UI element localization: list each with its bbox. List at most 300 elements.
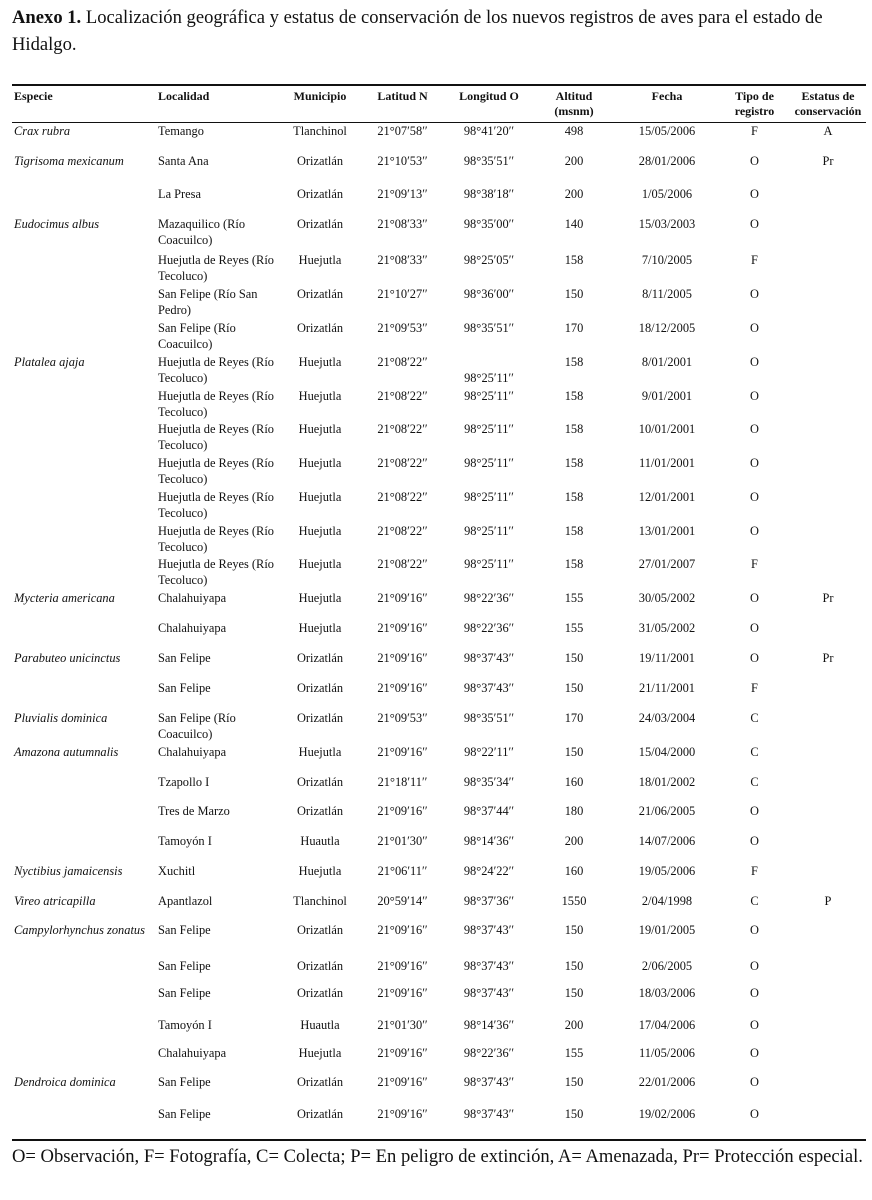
cell-fecha: 18/01/2002 xyxy=(638,774,696,789)
table-row xyxy=(12,252,866,286)
cell-longitud: 98°36′00′′ xyxy=(463,286,515,301)
legend-note: O= Observación, F= Fotografía, C= Colecta; P= En peligro de extinción, A= Amenazada, Pr= Protección especial. xyxy=(12,1146,863,1167)
table-row xyxy=(12,803,866,833)
table-row xyxy=(12,1074,866,1106)
table-body xyxy=(12,123,866,1140)
cell-fecha: 24/03/2004 xyxy=(638,710,696,725)
cell-fecha: 2/04/1998 xyxy=(641,893,693,908)
cell-tipo: O xyxy=(750,1074,759,1089)
cell-latitud: 21°09′16′′ xyxy=(377,958,428,973)
cell-longitud: 98°37′36′′ xyxy=(463,893,515,908)
cell-tipo: O xyxy=(750,186,759,201)
table-row xyxy=(12,354,866,388)
cell-latitud: 21°08′22′′ xyxy=(377,354,428,369)
cell-longitud: 98°35′00′′ xyxy=(463,216,515,231)
cell-longitud: 98°25′11′′ xyxy=(464,556,514,571)
cell-tipo: O xyxy=(750,153,759,168)
table-row xyxy=(12,286,866,320)
cell-longitud: 98°37′44′′ xyxy=(463,803,515,818)
cell-localidad: Huejutla de Reyes (Río Tecoluco) xyxy=(158,388,274,419)
cell-especie: Dendroica dominica xyxy=(14,1074,116,1089)
cell-localidad: Tres de Marzo xyxy=(158,803,230,818)
cell-localidad: Chalahuiyapa xyxy=(158,620,227,635)
cell-altitud: 150 xyxy=(564,286,584,301)
cell-altitud: 150 xyxy=(564,1106,584,1121)
caption-text: Localización geográfica y estatus de conservación de los nuevos registros de aves para el estado de Hidalgo. xyxy=(12,7,823,55)
cell-especie xyxy=(12,388,156,421)
cell-municipio: Huejutla xyxy=(298,252,342,267)
cell-latitud: 21°09′16′′ xyxy=(377,922,428,937)
cell-especie xyxy=(12,556,156,590)
cell-tipo: O xyxy=(750,650,759,665)
cell-longitud: 98°37′43′′ xyxy=(463,985,515,1000)
cell-municipio: Huejutla xyxy=(298,1045,342,1060)
table-row xyxy=(12,744,866,774)
cell-especie xyxy=(12,803,156,833)
cell-municipio: Orizatlán xyxy=(296,186,344,201)
cell-localidad: Santa Ana xyxy=(158,153,209,168)
cell-fecha: 18/03/2006 xyxy=(638,985,696,1000)
cell-altitud: 180 xyxy=(564,803,584,818)
cell-localidad: Mazaquilico (Río Coacuilco) xyxy=(158,216,246,247)
cell-municipio: Orizatlán xyxy=(296,650,344,665)
cell-localidad: Huejutla de Reyes (Río Tecoluco) xyxy=(158,556,274,587)
cell-longitud: 98°22′36′′ xyxy=(463,1045,515,1060)
cell-municipio: Orizatlán xyxy=(296,153,344,168)
cell-tipo: C xyxy=(750,893,759,908)
cell-fecha: 21/11/2001 xyxy=(639,680,695,695)
cell-longitud: 98°25′11′′ xyxy=(464,421,514,436)
cell-estatus xyxy=(790,620,866,650)
cell-fecha: 19/05/2006 xyxy=(638,863,696,878)
cell-localidad: Tzapollo I xyxy=(158,774,210,789)
cell-municipio: Huejutla xyxy=(298,388,342,403)
cell-latitud: 21°09′16′′ xyxy=(377,985,428,1000)
header-row xyxy=(12,85,866,123)
cell-especie xyxy=(12,958,156,985)
cell-especie xyxy=(12,620,156,650)
cell-especie: Mycteria americana xyxy=(14,590,115,605)
cell-estatus xyxy=(790,922,866,958)
cell-estatus xyxy=(790,216,866,252)
cell-latitud: 21°09′16′′ xyxy=(377,803,428,818)
cell-latitud: 21°01′30′′ xyxy=(377,1017,428,1032)
cell-tipo: O xyxy=(750,388,759,403)
cell-especie xyxy=(12,985,156,1017)
cell-especie: Tigrisoma mexicanum xyxy=(14,153,124,168)
cell-tipo: O xyxy=(750,320,759,335)
cell-especie: Crax rubra xyxy=(14,124,71,138)
cell-longitud: 98°22′11′′ xyxy=(464,744,514,759)
header-latitud: Latitud N xyxy=(377,89,428,103)
cell-altitud: 158 xyxy=(564,556,584,571)
cell-municipio: Orizatlán xyxy=(296,320,344,335)
cell-especie: Pluvialis dominica xyxy=(14,710,108,725)
cell-localidad: Temango xyxy=(158,124,204,138)
cell-especie xyxy=(12,680,156,710)
cell-estatus xyxy=(790,680,866,710)
cell-altitud: 150 xyxy=(564,985,584,1000)
cell-longitud: 98°24′22′′ xyxy=(463,863,515,878)
cell-altitud: 200 xyxy=(564,186,584,201)
cell-municipio: Huejutla xyxy=(298,489,342,504)
cell-latitud: 21°06′11′′ xyxy=(377,863,428,878)
header-municipio: Municipio xyxy=(293,89,347,103)
cell-estatus xyxy=(790,489,866,523)
cell-especie xyxy=(12,252,156,286)
cell-municipio: Orizatlán xyxy=(296,1074,344,1089)
table-row xyxy=(12,523,866,556)
cell-localidad: Huejutla de Reyes (Río Tecoluco) xyxy=(158,455,274,486)
cell-especie: Platalea ajaja xyxy=(14,354,85,369)
cell-fecha: 10/01/2001 xyxy=(638,421,696,436)
cell-fecha: 11/05/2006 xyxy=(639,1045,695,1060)
cell-localidad: San Felipe (Río Coacuilco) xyxy=(158,320,236,351)
cell-altitud: 200 xyxy=(564,833,584,848)
cell-estatus xyxy=(790,1045,866,1074)
cell-latitud: 21°09′16′′ xyxy=(377,1106,428,1121)
cell-tipo: F xyxy=(751,680,758,695)
header-fecha: Fecha xyxy=(651,89,683,103)
cell-municipio: Orizatlán xyxy=(296,286,344,301)
cell-tipo: F xyxy=(751,124,758,138)
cell-estatus xyxy=(790,320,866,354)
cell-estatus: A xyxy=(823,124,833,138)
cell-localidad: Huejutla de Reyes (Río Tecoluco) xyxy=(158,489,274,520)
cell-tipo: F xyxy=(751,863,758,878)
cell-localidad: San Felipe (Río San Pedro) xyxy=(158,286,258,317)
cell-tipo: O xyxy=(750,1045,759,1060)
cell-localidad: Xuchitl xyxy=(158,863,196,878)
cell-altitud: 150 xyxy=(564,744,584,759)
cell-tipo: O xyxy=(750,590,759,605)
cell-estatus xyxy=(790,354,866,388)
cell-estatus xyxy=(790,958,866,985)
cell-latitud: 21°10′27′′ xyxy=(377,286,428,301)
cell-latitud: 21°08′33′′ xyxy=(377,252,428,267)
cell-altitud: 498 xyxy=(564,124,584,138)
cell-altitud: 160 xyxy=(564,863,584,878)
cell-municipio: Orizatlán xyxy=(296,216,344,231)
cell-latitud: 21°08′33′′ xyxy=(377,216,428,231)
cell-altitud: 170 xyxy=(564,710,584,725)
table-row xyxy=(12,863,866,893)
cell-estatus xyxy=(790,1074,866,1106)
cell-fecha: 15/05/2006 xyxy=(638,124,696,138)
cell-fecha: 1/05/2006 xyxy=(641,186,693,201)
cell-latitud: 21°09′53′′ xyxy=(377,710,428,725)
cell-especie xyxy=(12,286,156,320)
cell-fecha: 13/01/2001 xyxy=(638,523,696,538)
table-row xyxy=(12,833,866,863)
cell-latitud: 21°07′58′′ xyxy=(377,124,428,138)
cell-municipio: Orizatlán xyxy=(296,922,344,937)
cell-estatus: Pr xyxy=(822,153,834,168)
cell-municipio: Huautla xyxy=(300,833,340,848)
cell-estatus xyxy=(790,833,866,863)
table-row xyxy=(12,388,866,421)
cell-fecha: 11/01/2001 xyxy=(639,455,695,470)
cell-altitud: 158 xyxy=(564,523,584,538)
cell-altitud: 160 xyxy=(564,774,584,789)
cell-latitud: 21°10′53′′ xyxy=(377,153,428,168)
cell-localidad: San Felipe (Río Coacuilco) xyxy=(158,710,236,741)
cell-altitud: 150 xyxy=(564,1074,584,1089)
cell-especie: Nyctibius jamaicensis xyxy=(14,863,123,878)
table-caption xyxy=(12,4,864,58)
cell-tipo: F xyxy=(751,556,758,571)
cell-fecha: 21/06/2005 xyxy=(638,803,696,818)
cell-especie xyxy=(12,186,156,216)
cell-localidad: San Felipe xyxy=(158,985,211,1000)
cell-localidad: Huejutla de Reyes (Río Tecoluco) xyxy=(158,421,274,452)
cell-tipo: O xyxy=(750,354,759,369)
cell-estatus xyxy=(790,744,866,774)
cell-latitud: 21°09′16′′ xyxy=(377,680,428,695)
cell-altitud: 200 xyxy=(564,1017,584,1032)
cell-estatus xyxy=(790,388,866,421)
cell-latitud: 21°08′22′′ xyxy=(377,388,428,403)
cell-tipo: O xyxy=(750,421,759,436)
cell-localidad: Chalahuiyapa xyxy=(158,744,227,759)
table-row xyxy=(12,922,866,958)
cell-longitud: 98°25′11′′ xyxy=(464,489,514,504)
cell-altitud: 158 xyxy=(564,252,584,267)
cell-tipo: O xyxy=(750,1106,759,1121)
cell-estatus xyxy=(790,774,866,803)
cell-latitud: 20°59′14′′ xyxy=(377,893,428,908)
cell-altitud: 155 xyxy=(564,1045,584,1060)
cell-altitud: 158 xyxy=(564,388,584,403)
cell-estatus xyxy=(790,421,866,455)
cell-localidad: Chalahuiyapa xyxy=(158,590,227,605)
cell-tipo: C xyxy=(750,710,759,725)
cell-fecha: 8/11/2005 xyxy=(642,286,692,301)
cell-especie: Parabuteo unicinctus xyxy=(14,650,121,665)
cell-estatus: Pr xyxy=(822,590,834,605)
cell-tipo: O xyxy=(750,803,759,818)
cell-longitud: 98°35′51′′ xyxy=(463,710,515,725)
cell-especie xyxy=(12,421,156,455)
cell-municipio: Tlanchinol xyxy=(293,124,347,138)
cell-localidad: San Felipe xyxy=(158,1106,211,1121)
cell-latitud: 21°09′53′′ xyxy=(377,320,428,335)
cell-especie xyxy=(12,833,156,863)
cell-longitud: 98°37′43′′ xyxy=(463,958,515,973)
table-row xyxy=(12,320,866,354)
cell-municipio: Orizatlán xyxy=(296,680,344,695)
cell-tipo: F xyxy=(751,252,758,267)
cell-fecha: 31/05/2002 xyxy=(638,620,696,635)
table-row xyxy=(12,1017,866,1045)
cell-fecha: 15/03/2003 xyxy=(638,216,696,231)
cell-estatus xyxy=(790,286,866,320)
cell-localidad: San Felipe xyxy=(158,1074,211,1089)
cell-municipio: Orizatlán xyxy=(296,710,344,725)
cell-localidad: Huejutla de Reyes (Río Tecoluco) xyxy=(158,354,274,385)
cell-estatus xyxy=(790,556,866,590)
table-row xyxy=(12,455,866,489)
cell-longitud: 98°37′43′′ xyxy=(463,1106,515,1121)
cell-latitud: 21°09′16′′ xyxy=(377,744,428,759)
table-row xyxy=(12,710,866,744)
cell-longitud: 98°37′43′′ xyxy=(463,1074,515,1089)
cell-localidad: San Felipe xyxy=(158,680,211,695)
cell-longitud: 98°38′18′′ xyxy=(463,186,515,201)
cell-municipio: Orizatlán xyxy=(296,774,344,789)
cell-altitud: 150 xyxy=(564,958,584,973)
cell-municipio: Huautla xyxy=(300,1017,340,1032)
cell-longitud: 98°37′43′′ xyxy=(463,680,515,695)
cell-tipo: O xyxy=(750,958,759,973)
cell-fecha: 9/01/2001 xyxy=(641,388,693,403)
cell-municipio: Huejutla xyxy=(298,421,342,436)
table-row xyxy=(12,1106,866,1140)
table-row xyxy=(12,958,866,985)
table-row xyxy=(12,216,866,252)
cell-municipio: Huejutla xyxy=(298,455,342,470)
cell-tipo: C xyxy=(750,774,759,789)
cell-altitud: 158 xyxy=(564,421,584,436)
cell-longitud: 98°37′43′′ xyxy=(463,922,515,937)
cell-longitud: 98°25′11′′ xyxy=(464,523,514,538)
table-row xyxy=(12,421,866,455)
table-row xyxy=(12,123,866,153)
table-row xyxy=(12,590,866,620)
cell-longitud: 98°35′34′′ xyxy=(463,774,515,789)
table-row xyxy=(12,556,866,590)
cell-tipo: O xyxy=(750,455,759,470)
cell-latitud: 21°18′11′′ xyxy=(377,774,428,789)
cell-especie xyxy=(12,1045,156,1074)
cell-longitud: 98°41′20′′ xyxy=(463,124,515,138)
cell-altitud: 150 xyxy=(564,680,584,695)
cell-latitud: 21°09′16′′ xyxy=(377,620,428,635)
cell-estatus xyxy=(790,186,866,216)
cell-especie xyxy=(12,523,156,556)
cell-altitud: 170 xyxy=(564,320,584,335)
cell-altitud: 140 xyxy=(564,216,584,231)
cell-especie xyxy=(12,1106,156,1140)
cell-localidad: La Presa xyxy=(158,186,202,201)
cell-tipo: O xyxy=(750,489,759,504)
cell-altitud: 155 xyxy=(564,590,584,605)
cell-estatus xyxy=(790,710,866,744)
cell-longitud: 98°25′11′′ xyxy=(464,455,514,470)
cell-localidad: Huejutla de Reyes (Río Tecoluco) xyxy=(158,523,274,554)
cell-longitud: 98°37′43′′ xyxy=(463,650,515,665)
table-row xyxy=(12,620,866,650)
cell-estatus: Pr xyxy=(822,650,834,665)
cell-municipio: Huejutla xyxy=(298,523,342,538)
cell-estatus xyxy=(790,985,866,1017)
cell-longitud: 98°25′05′′ xyxy=(463,252,515,267)
cell-latitud: 21°09′13′′ xyxy=(377,186,428,201)
cell-especie: Amazona autumnalis xyxy=(14,744,119,759)
cell-estatus xyxy=(790,455,866,489)
header-localidad: Localidad xyxy=(158,89,210,103)
cell-latitud: 21°09′16′′ xyxy=(377,650,428,665)
table-row xyxy=(12,985,866,1017)
cell-municipio: Orizatlán xyxy=(296,958,344,973)
cell-especie xyxy=(12,774,156,803)
cell-longitud: 98°22′36′′ xyxy=(463,620,515,635)
cell-fecha: 19/11/2001 xyxy=(639,650,695,665)
cell-fecha: 17/04/2006 xyxy=(638,1017,696,1032)
cell-localidad: San Felipe xyxy=(158,958,211,973)
cell-municipio: Tlanchinol xyxy=(293,893,347,908)
caption-label: Anexo 1. xyxy=(12,7,82,28)
cell-localidad: Tamoyón I xyxy=(158,833,212,848)
cell-fecha: 15/04/2000 xyxy=(638,744,696,759)
cell-tipo: O xyxy=(750,922,759,937)
header-especie: Especie xyxy=(14,89,53,103)
cell-latitud: 21°09′16′′ xyxy=(377,590,428,605)
cell-altitud: 200 xyxy=(564,153,584,168)
cell-longitud: 98°25′11′′ xyxy=(464,370,514,385)
table-row xyxy=(12,153,866,186)
cell-fecha: 19/02/2006 xyxy=(638,1106,696,1121)
cell-fecha: 8/01/2001 xyxy=(641,354,693,369)
cell-especie: Eudocimus albus xyxy=(14,216,100,231)
cell-altitud: 158 xyxy=(564,489,584,504)
cell-fecha: 30/05/2002 xyxy=(638,590,696,605)
cell-especie xyxy=(12,320,156,354)
cell-altitud: 150 xyxy=(564,650,584,665)
cell-municipio: Orizatlán xyxy=(296,1106,344,1121)
table-row xyxy=(12,650,866,680)
cell-fecha: 7/10/2005 xyxy=(641,252,693,267)
table-row xyxy=(12,186,866,216)
cell-especie: Vireo atricapilla xyxy=(14,893,96,908)
cell-tipo: C xyxy=(750,744,759,759)
cell-municipio: Orizatlán xyxy=(296,985,344,1000)
cell-localidad: Chalahuiyapa xyxy=(158,1045,227,1060)
cell-estatus: P xyxy=(824,893,832,908)
cell-especie xyxy=(12,455,156,489)
cell-latitud: 21°08′22′′ xyxy=(377,523,428,538)
table-row xyxy=(12,489,866,523)
header-estatus: Estatus de conservación xyxy=(794,89,862,118)
cell-municipio: Huejutla xyxy=(298,590,342,605)
cell-latitud: 21°01′30′′ xyxy=(377,833,428,848)
cell-altitud: 1550 xyxy=(561,893,587,908)
cell-tipo: O xyxy=(750,985,759,1000)
cell-tipo: O xyxy=(750,833,759,848)
header-altitud: Altitud (msnm) xyxy=(554,89,594,118)
cell-municipio: Orizatlán xyxy=(296,803,344,818)
cell-localidad: Tamoyón I xyxy=(158,1017,212,1032)
cell-longitud: 98°35′51′′ xyxy=(463,153,515,168)
cell-municipio: Huejutla xyxy=(298,744,342,759)
cell-longitud: 98°25′11′′ xyxy=(464,388,514,403)
cell-longitud: 98°14′36′′ xyxy=(463,833,515,848)
cell-latitud: 21°08′22′′ xyxy=(377,489,428,504)
cell-estatus xyxy=(790,803,866,833)
cell-fecha: 19/01/2005 xyxy=(638,922,696,937)
cell-fecha: 22/01/2006 xyxy=(638,1074,696,1089)
cell-latitud: 21°09′16′′ xyxy=(377,1045,428,1060)
cell-longitud: 98°35′51′′ xyxy=(463,320,515,335)
cell-estatus xyxy=(790,1106,866,1140)
cell-municipio: Huejutla xyxy=(298,354,342,369)
cell-altitud: 158 xyxy=(564,354,584,369)
cell-localidad: Huejutla de Reyes (Río Tecoluco) xyxy=(158,252,274,283)
table-row xyxy=(12,680,866,710)
records-table xyxy=(12,84,866,1141)
cell-especie xyxy=(12,489,156,523)
cell-tipo: O xyxy=(750,1017,759,1032)
